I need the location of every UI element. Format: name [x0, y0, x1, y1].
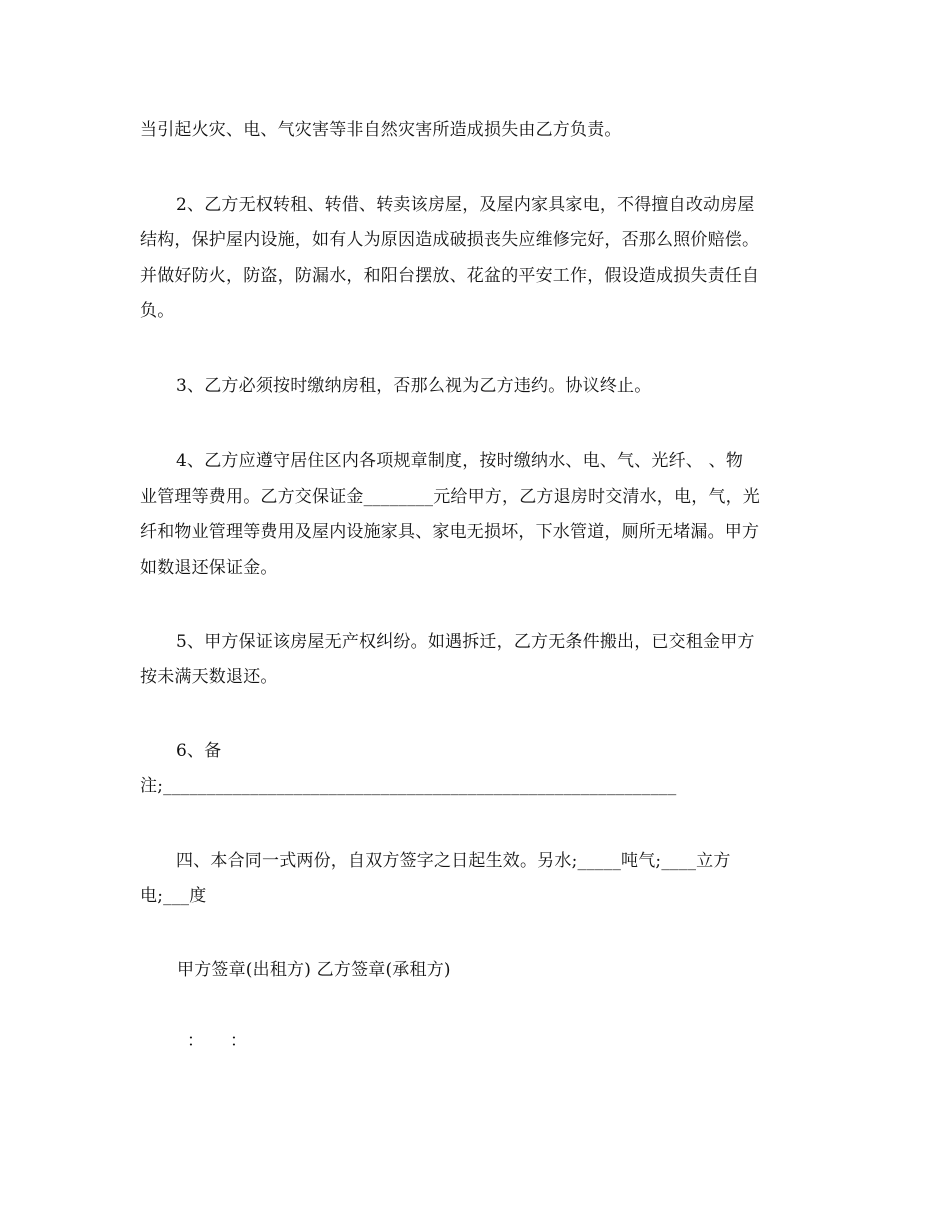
paragraph-line: 负。 — [140, 301, 175, 321]
signature-line: 甲方签章(出租方) 乙方签章(承租方) — [177, 960, 451, 980]
paragraph-line: 5、甲方保证该房屋无产权纠纷。如遇拆迁，乙方无条件搬出，已交租金甲方 — [176, 632, 755, 652]
paragraph-line: 四、本合同一式两份，自双方签字之日起生效。另水;_____吨气;____立方 — [176, 851, 731, 871]
colon-mark: ： — [230, 1031, 247, 1051]
paragraph-line: 2、乙方无权转租、转借、转卖该房屋，及屋内家具家电，不得擅自改动房屋 — [176, 195, 755, 215]
paragraph-line: 如数退还保证金。 — [140, 558, 278, 578]
paragraph-line: 纤和物业管理等费用及屋内设施家具、家电无损坏，下水管道，厕所无堵漏。甲方 — [140, 522, 760, 542]
paragraph-line: 业管理等费用。乙方交保证金________元给甲方，乙方退房时交清水，电，气，光 — [140, 487, 760, 507]
paragraph-line: 并做好防火，防盗，防漏水，和阳台摆放、花盆的平安工作，假设造成损失责任自 — [140, 266, 760, 286]
paragraph-line: 3、乙方必须按时缴纳房租，否那么视为乙方违约。协议终止。 — [176, 376, 652, 396]
paragraph-line: 4、乙方应遵守居住区内各项规章制度，按时缴纳水、电、气、光纤、 、物 — [176, 451, 744, 471]
remarks-label: 6、备 — [176, 741, 222, 761]
paragraph-line: 当引起火灾、电、气灾害等非自然灾害所造成损失由乙方负责。 — [140, 120, 622, 140]
paragraph-line: 按未满天数退还。 — [140, 667, 278, 687]
remarks-blank-line: 注;___________________________________________________________ — [140, 776, 677, 796]
signature-colons — [187, 1028, 247, 1054]
colon-mark: ： — [187, 1031, 204, 1051]
paragraph-line: 电;___度 — [140, 886, 207, 906]
paragraph-line: 结构，保护屋内设施，如有人为原因造成破损丧失应维修完好，否那么照价赔偿。 — [140, 230, 760, 250]
